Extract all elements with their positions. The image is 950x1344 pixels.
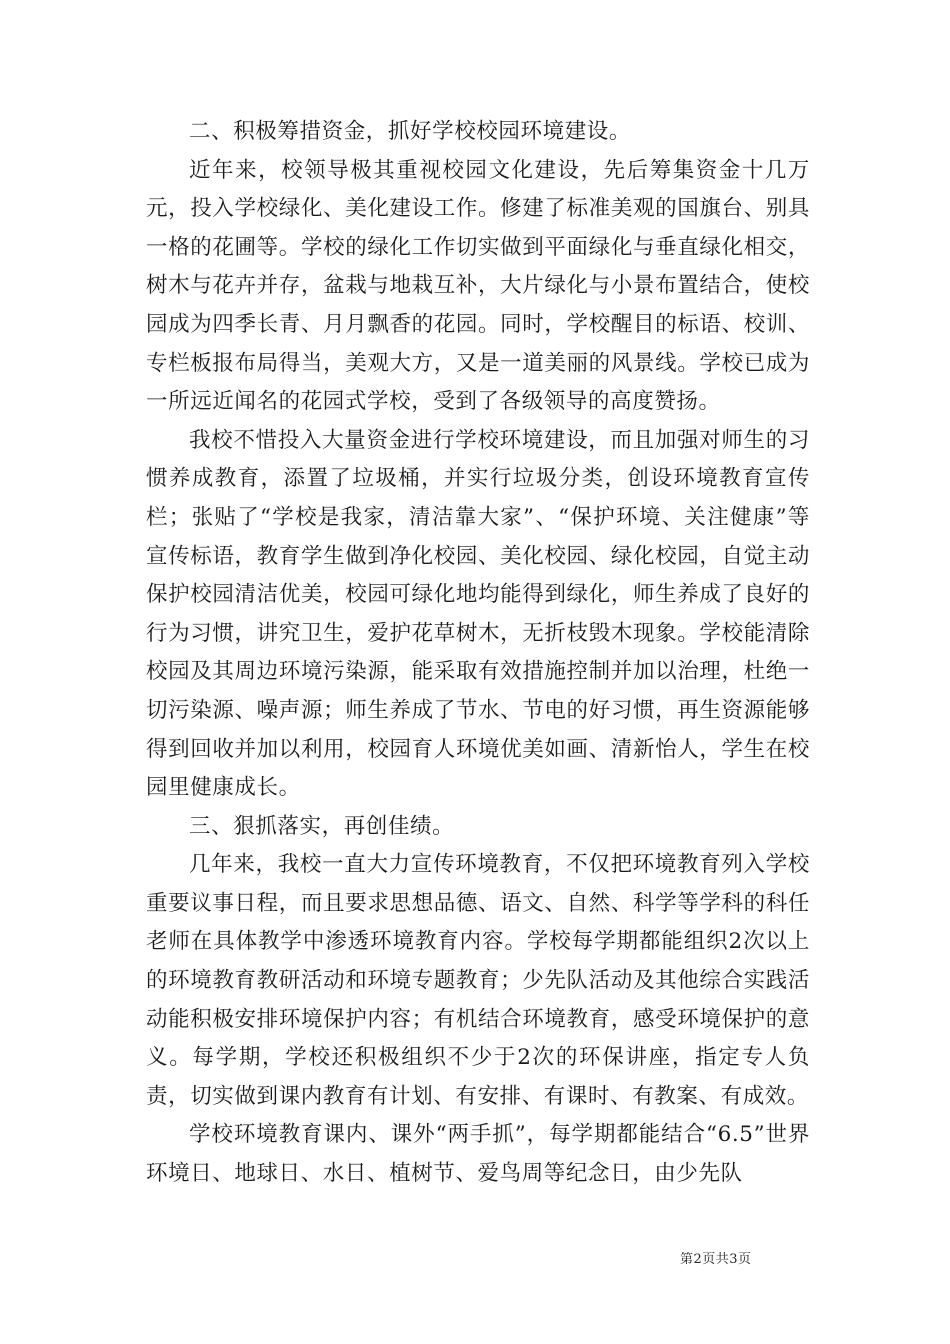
page-number-footer: 第2页共3页 <box>680 1252 752 1267</box>
paragraph-environmental-education: 几年来，我校一直大力宣传环境教育，不仅把环境教育列入学校重要议事日程，而且要求思想品德、语文、自然、科学等学科的科任老师在具体教学中渗透环境教育内容。学校每学期都能组织2次以上的环境教育教研活动和环境专题教育；少先队活动及其他综合实践活动能积极安排环境保护内容；有机结合环境教育，感受环境保护的意义。每学期，学校还积极组织不少于2次的环保讲座，指定专人负责，切实做到课内教育有计划、有安排、有课时、有教案、有成效。 <box>146 852 810 1109</box>
paragraph-campus-greening: 近年来，校领导极其重视校园文化建设，先后筹集资金十几万元，投入学校绿化、美化建设工作。修建了标准美观的国旗台、别具一格的花圃等。学校的绿化工作切实做到平面绿化与垂直绿化相交，树木与花卉并存，盆栽与地栽互补，大片绿化与小景布置结合，使校园成为四季长青、月月飘香的花园。同时，学校醒目的标语、校训、专栏板报布局得当，美观大方，又是一道美丽的风景线。学校已成为一所远近闻名的花园式学校，受到了各级领导的高度赞扬。 <box>146 157 810 415</box>
paragraph-activities: 学校环境教育课内、课外“两手抓”，每学期都能结合“6.5”世界环境日、地球日、水日、植树节、爱鸟周等纪念日，由少先队 <box>146 1122 810 1187</box>
section-heading-3: 三、狠抓落实，再创佳绩。 <box>189 813 455 839</box>
section-heading-2: 二、积极筹措资金，抓好学校校园环境建设。 <box>189 119 632 144</box>
paragraph-environment-construction: 我校不惜投入大量资金进行学校环境建设，而且加强对师生的习惯养成教育，添置了垃圾桶，并实行垃圾分类，创设环境教育宣传栏；张贴了“学校是我家，清洁靠大家”、“保护环境、关注健康”等宣传标语，教育学生做到净化校园、美化校园、绿化校园，自觉主动保护校园清洁优美，校园可绿化地均能得到绿化，师生养成了良好的行为习惯，讲究卫生，爱护花草树木，无折枝毁木现象。学校能清除校园及其周边环境污染源，能采取有效措施控制并加以治理，杜绝一切污染源、噪声源；师生养成了节水、节电的好习惯，再生资源能够得到回收并加以利用，校园育人环境优美如画、清新怡人，学生在校园里健康成长。 <box>146 427 810 801</box>
document-body <box>146 113 810 1194</box>
